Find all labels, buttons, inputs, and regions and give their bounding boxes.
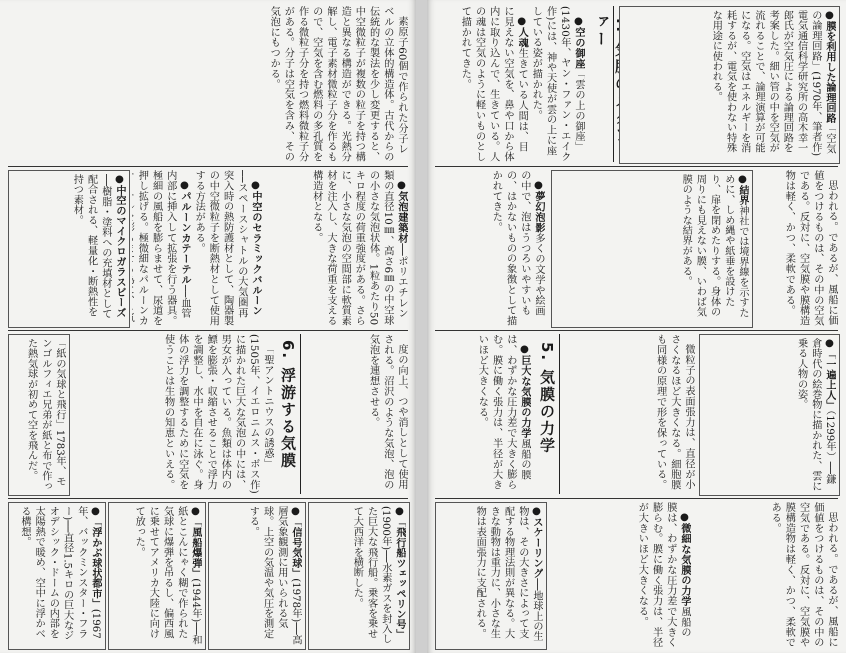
entry-box: ●「風船爆弾」(1944年)──和紙とこんにゃく糊で作られた気球に爆弾を吊るし、偏西風に乗せてアメリカ大陸に向けて放った。 [108, 502, 206, 650]
section-4-entries: ●空の御座「雲の上の御座」(1430年、ヤン・ファン・エイク作)には、神や天使が雲の上に座している姿が描かれた。 ●人魂生きている人間は、目に見えない空気を、鼻や口から体内に取り込んで、生きている。人の魂は空気のように軽いものとして描かれてきた。 [459, 6, 584, 162]
tier-divider [435, 330, 838, 331]
entry-box: ●膜を利用した論理回路「空気の論理回路」(1970年、筆者作)電気通信科学研究所の高木幸一郎氏が空気圧による論理回路を考案した。細い管の中を空気が流れることで、論理演算が可能になる。空気はエネルギーを消耗するが、電気を使わない特殊な用途に使われる。 [619, 6, 840, 164]
section-5-title: 5. 気膜の力学 [538, 342, 556, 455]
entry-box: ●「一遍上人」（1299年）──鎌倉時代の絵巻物に描かれた、雲に乗る人物の姿。 [699, 334, 840, 496]
entry-box: ●「信号気球」(1978年)──高層気象観測に用いられる気球。上空の気温や気圧を測定する。 [208, 502, 306, 650]
entry-box: ●中空のマイクロガラスビーズ──樹脂・塗料への充填材として配合される、軽量化・断熱性を持つ素材。 [8, 170, 130, 328]
entry-dream: ●夢幻泡影多くの文学や絵画の中で、泡はうつろいやすいもの、はかないものの象徴として描かれてきた。 [490, 170, 544, 326]
entry-box: ●結界神社では境界線を示すために、しめ縄や紙垂を設けたり、扉を閉めたりする。身体の周りにも見えない膜、いわば気膜のような結界がある。 [551, 170, 753, 328]
section-5-entry: ●巨大な気膜の力学風船の膜は、わずかな圧力差で大きく膨らむ。膜に働く張力は、半径が大きいほど大きくなる。 [476, 334, 530, 490]
entry-box: ●スケーリング──地球上の生物は、その大きさによって支配する物理法則が異なる。大きな動物は重力に、小さな生物は表面張力に支配される。 [435, 502, 547, 650]
left-top-text: 素原子60個で作られた分子レベルの立体的構造体。古代からの伝統的な製法を少し変更すると、中空微粒子が複数の粒子を持つ構造と異なる構造ができる。光熱分解し、電子素材微粒子分を作るもので、空気を含む燃料の多孔質を作る微粒子分を持つ燃料微粒子分がある。分子は空気を含み、その気泡にもつかる。 [268, 6, 407, 162]
tier-divider [8, 330, 408, 331]
section-6-body: 「聖アントニウスの誘惑」(1505年、イエロニムス・ボス作)に描かれた巨大な気泡の中には、男女が入っている。魚類は体内の鰾を膨張・収縮させることで浮力を調整し、水中を自在に泳ぐ。身体の浮力を調整するために空気を使うことは生物の知恵といえる。 [162, 334, 273, 494]
section-rule [613, 6, 614, 162]
section-rule [559, 334, 560, 494]
right-bottom-text: 思われる。であるが、風船に価値をつけるものは、その中の空気である。反対に、空気膜や膜構造物は軽く、かつ、柔軟である。 [769, 502, 837, 648]
tier-divider [435, 498, 838, 499]
tier-divider [435, 166, 838, 167]
section-rule [300, 334, 301, 494]
left-page [0, 0, 416, 653]
entry-box: 「紙の気球と飛行」1783年、モンゴルフィエ兄弟が紙と布で作った熱気球が初めて空を飛んだ。 [8, 334, 70, 496]
entry-box: ●「飛行船ツェッペリン号」(1900年)──水素ガスを封入した巨大な飛行船。乗客を乗せて大西洋を横断した。 [308, 502, 410, 650]
right-top-text: 思われる。であるが、風船に価値をつけるものは、その中の空気である。反対に、空気膜や膜構造物は軽く、かつ、柔軟である。 [783, 170, 837, 326]
section-4-title: ァー [592, 14, 610, 48]
book-gutter [416, 0, 427, 653]
entry-group: ●中空のセラミックバルーン──スペースシャトルの大気圏再突入時の熱防護材として、陶器製の中空微粒子を断熱材として使用する方法がある。 ●パルーンカテーテル──血管内部に挿入して拡張を行う器具。極細の風船を膨らませて、尿道を押し拡げる。極微細なパルーンカ [136, 170, 261, 326]
tier-divider [8, 166, 408, 167]
section-5-entry-2: ●微細な気膜の力学風船の膜は、わずかな圧力差で大きく膨らむ。膜に働く張力は、半径が大きいほど大きくなる。 [636, 502, 690, 648]
section-6-title: 6. 浮游する気膜 [279, 340, 297, 470]
left-mid-text: 度の向上、つや消しとして使用される。沼沢のような気泡、泡の気泡を連想させる。 [367, 334, 407, 490]
section-5-text: 微粒子の表面張力は、直径が小さくなるほど大きくなる。細胞膜も同様の原理で形を保っている。 [654, 334, 694, 490]
entry-box: ●「浮かぶ球状都市」(1967年、バックミンスター・フラー)──直径1.5キロの巨大なジオデシック・ドームの内部を太陽熱で暖め、空中に浮かべる構想。 [8, 502, 106, 650]
tier-divider [8, 498, 408, 499]
entry-group: ●気泡建築材──ポリエチレン類の直径10㎜、高さ6㎜の中空球の小さな気泡状体。1粒あたり50キロ程度の荷重強度がある。さらに、小さな気泡の空間部に軟質素材を注入し、大きな荷重を支える構造材となる。 [310, 170, 407, 326]
right-page [427, 0, 846, 653]
